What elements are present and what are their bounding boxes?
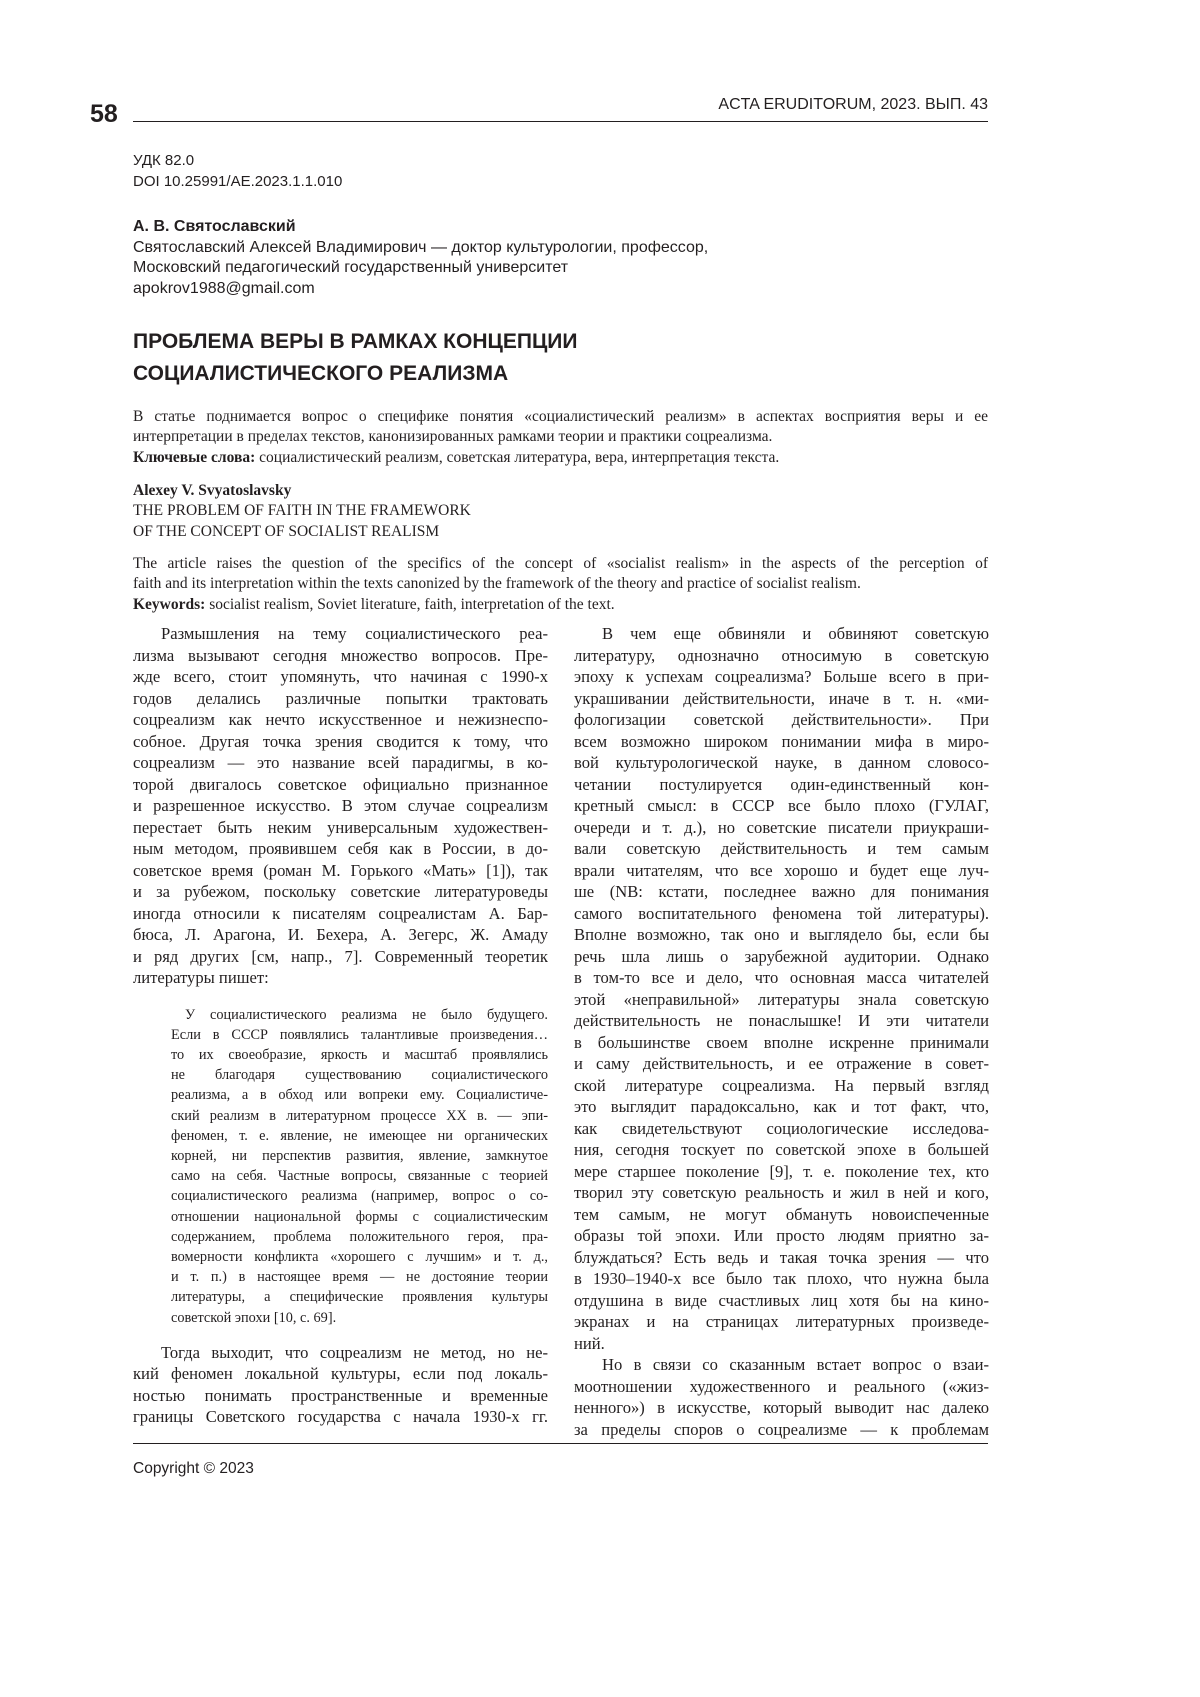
text-line: феномен, т. е. явление, не имеющее ни органических xyxy=(171,1126,548,1146)
text-line: то их своеобразие, яркость и масштаб проявлялись xyxy=(171,1045,548,1065)
text-line: лизма вызывают сегодня множество вопросов. Пре- xyxy=(133,645,548,667)
text-line: отдушина в виде счастливых лиц хотя бы на кино- xyxy=(574,1290,989,1312)
text-line: ностью понимать пространственные и временные xyxy=(133,1385,548,1407)
english-author: Alexey V. Svyatoslavsky xyxy=(133,481,988,501)
keywords-ru xyxy=(133,448,988,468)
text-line: Но в связи со сказанным встает вопрос о взаи- xyxy=(574,1354,989,1376)
text-line: украшивании действительности, иначе в т. н. «ми- xyxy=(574,688,989,710)
text-line: не благодаря существованию социалистического xyxy=(171,1065,548,1085)
text-line: в 1930–1940-х все было так плохо, что нужна была xyxy=(574,1268,989,1290)
text-line: ным методом, проявившем себя как в России, в до- xyxy=(133,838,548,860)
title-line: СОЦИАЛИСТИЧЕСКОГО РЕАЛИЗМА xyxy=(133,358,577,390)
english-title-line: THE PROBLEM OF FAITH IN THE FRAMEWORK xyxy=(133,501,988,521)
paragraph xyxy=(574,623,989,1354)
keywords-text: социалистический реализм, советская литература, вера, интерпретация текста. xyxy=(255,449,779,466)
abstract-line: В статье поднимается вопрос о специфике понятия «социалистический реализм» в аспектах восприятия веры и ее xyxy=(133,407,988,427)
text-line: кретный смысл: в СССР все было плохо (ГУЛАГ, xyxy=(574,795,989,817)
abstract-line: The article raises the question of the specifics of the concept of «socialist realism» in the aspects of the perception of xyxy=(133,554,988,574)
title-line: ПРОБЛЕМА ВЕРЫ В РАМКАХ КОНЦЕПЦИИ xyxy=(133,326,577,358)
text-line: соцреализм — это название всей парадигмы, в ко- xyxy=(133,752,548,774)
text-line: вой культурологической науке, в данном словосо- xyxy=(574,752,989,774)
block-quote xyxy=(171,1005,548,1328)
text-line: литературы, а специфические проявления культуры xyxy=(171,1287,548,1307)
text-line: границы Советского государства с начала 1930-х гг. xyxy=(133,1406,548,1428)
paragraph xyxy=(133,623,548,989)
text-line: очереди и т. д.), но советские писатели приукраши- xyxy=(574,817,989,839)
text-line: четании постулируется один-единственный кон- xyxy=(574,774,989,796)
text-line: речь шла лишь о зарубежной аудитории. Однако xyxy=(574,946,989,968)
text-line: экранах и на страницах литературных произведе- xyxy=(574,1311,989,1333)
text-line: и ряд других [см, напр., 7]. Современный теоретик xyxy=(133,946,548,968)
article-meta xyxy=(133,150,342,192)
body-column-right xyxy=(574,623,989,1440)
text-line: ненного») в искусстве, который выводит нас далеко xyxy=(574,1397,989,1419)
keywords-en xyxy=(133,595,988,615)
journal-header: ACTA ERUDITORUM, 2023. ВЫП. 43 xyxy=(718,96,988,114)
text-line: образы той эпохи. Или просто людям приятно за- xyxy=(574,1225,989,1247)
text-line: этой «неправильной» литературы знала советскую xyxy=(574,989,989,1011)
text-line: У социалистического реализма не было будущего. xyxy=(171,1005,548,1025)
text-line: фологизации советской действительности». При xyxy=(574,709,989,731)
text-line: В чем еще обвиняли и обвиняют советскую xyxy=(574,623,989,645)
keywords-label: Ключевые слова: xyxy=(133,449,255,466)
text-line: ской литературе соцреализма. На первый взгляд xyxy=(574,1075,989,1097)
keywords-label: Keywords: xyxy=(133,596,205,613)
text-line: само на себя. Частные вопросы, связанные с теорией xyxy=(171,1166,548,1186)
abstract-line: faith and its interpretation within the texts canonized by the framework of the theory and practice of socialist realism. xyxy=(133,574,988,594)
text-line: творил эту советскую реальность и жил в ней и кого, xyxy=(574,1182,989,1204)
text-line: Если в СССР появлялись талантливые произведения… xyxy=(171,1025,548,1045)
text-line: социалистического реализма (например, вопрос о со- xyxy=(171,1186,548,1206)
text-line: советское время (роман М. Горького «Мать» [1]), так xyxy=(133,860,548,882)
author-name: А. В. Святославский xyxy=(133,217,708,238)
footer-divider xyxy=(133,1443,988,1444)
text-line: в том-то все и дело, что основная масса читателей xyxy=(574,967,989,989)
text-line: вомерности конфликта «хорошего с лучшим» и т. д., xyxy=(171,1247,548,1267)
text-line: блуждаться? Есть ведь и такая точка зрения — что xyxy=(574,1247,989,1269)
text-line: и т. п.) в настоящее время — не достояние теории xyxy=(171,1267,548,1287)
abstract-en xyxy=(133,554,988,615)
text-line: литературу, однозначно относимую в советскую xyxy=(574,645,989,667)
text-line: Размышления на тему социалистического реа- xyxy=(133,623,548,645)
udk: УДК 82.0 xyxy=(133,150,342,171)
text-line: врали читателям, что все хорошо и будет еще луч- xyxy=(574,860,989,882)
text-line: иногда относили к писателям соцреалистам А. Бар- xyxy=(133,903,548,925)
text-line: ний. xyxy=(574,1333,989,1355)
doi: DOI 10.25991/AE.2023.1.1.010 xyxy=(133,171,342,192)
text-line: всем возможно широком понимании мифа в миро- xyxy=(574,731,989,753)
text-line: литературы пишет: xyxy=(133,967,548,989)
text-line: реализма, а в обход или вопреки ему. Социалистиче- xyxy=(171,1085,548,1105)
text-line: тем самым, не могут обмануть новоиспеченные xyxy=(574,1204,989,1226)
text-line: ния, сегодня тоскует по советской эпохе в большей xyxy=(574,1139,989,1161)
text-line: кий феномен локальной культуры, если под локаль- xyxy=(133,1363,548,1385)
text-line: жде всего, стоит упомянуть, что начиная с 1990-х xyxy=(133,666,548,688)
page-number: 58 xyxy=(90,100,118,129)
text-line: и саму действительность, и ее отражение в совет- xyxy=(574,1053,989,1075)
text-line: это выглядит парадоксально, как и тот факт, что, xyxy=(574,1096,989,1118)
text-line: и разрешенное искусство. В этом случае соцреализм xyxy=(133,795,548,817)
text-line: торой двигалось советское официально признанное xyxy=(133,774,548,796)
text-line: эпоху к успехам соцреализма? Больше всего в при- xyxy=(574,666,989,688)
text-line: в большинстве своем вполне искренне принимали xyxy=(574,1032,989,1054)
paragraph xyxy=(133,1342,548,1428)
text-line: за пределы споров о соцреализме — к проблемам xyxy=(574,1419,989,1441)
text-line: перестает быть неким универсальным художествен- xyxy=(133,817,548,839)
keywords-text: socialist realism, Soviet literature, faith, interpretation of the text. xyxy=(205,596,614,613)
english-heading xyxy=(133,481,988,542)
abstract-ru xyxy=(133,407,988,468)
text-line: соцреализм как нечто искусственное и нежизнеспо- xyxy=(133,709,548,731)
text-line: отношении национальной формы с социалистическим xyxy=(171,1207,548,1227)
author-info: Святославский Алексей Владимирович — доктор культурологии, профессор, xyxy=(133,238,708,259)
english-title-line: OF THE CONCEPT OF SOCIALIST REALISM xyxy=(133,522,988,542)
body-column-left xyxy=(133,623,548,1428)
author-affiliation: Московский педагогический государственный университет xyxy=(133,258,708,279)
text-line: содержанием, проблема положительного героя, пра- xyxy=(171,1227,548,1247)
text-line: корней, ни перспектив развития, явление, замкнутое xyxy=(171,1146,548,1166)
text-line: мере старшее поколение [9], т. е. поколение тех, кто xyxy=(574,1161,989,1183)
header-divider xyxy=(133,121,988,122)
text-line: советской эпохи [10, с. 69]. xyxy=(171,1308,548,1328)
author-block xyxy=(133,217,708,300)
abstract-line: интерпретации в пределах текстов, канонизированных рамками теории и практики соцреализма. xyxy=(133,427,988,447)
article-title xyxy=(133,326,577,390)
text-line: ский реализм в литературном процессе XX в. — эпи- xyxy=(171,1106,548,1126)
text-line: моотношении художественного и реального («жиз- xyxy=(574,1376,989,1398)
text-line: Тогда выходит, что соцреализм не метод, но не- xyxy=(133,1342,548,1364)
text-line: годов делались различные попытки трактовать xyxy=(133,688,548,710)
text-line: вали советскую действительность и тем самым xyxy=(574,838,989,860)
text-line: действительность не понаслышке! И эти читатели xyxy=(574,1010,989,1032)
author-email[interactable]: apokrov1988@gmail.com xyxy=(133,279,708,300)
copyright: Copyright © 2023 xyxy=(133,1460,254,1478)
text-line: ше (NB: кстати, последнее важно для понимания xyxy=(574,881,989,903)
text-line: собное. Другая точка зрения сводится к тому, что xyxy=(133,731,548,753)
text-line: самого воспитательного феномена той литературы). xyxy=(574,903,989,925)
text-line: и за рубежом, поскольку советские литературоведы xyxy=(133,881,548,903)
text-line: Вполне возможно, так оно и выглядело бы, если бы xyxy=(574,924,989,946)
text-line: бюса, Л. Арагона, И. Бехера, А. Зегерс, Ж. Амаду xyxy=(133,924,548,946)
text-line: как свидетельствуют социологические исследова- xyxy=(574,1118,989,1140)
paragraph xyxy=(574,1354,989,1440)
